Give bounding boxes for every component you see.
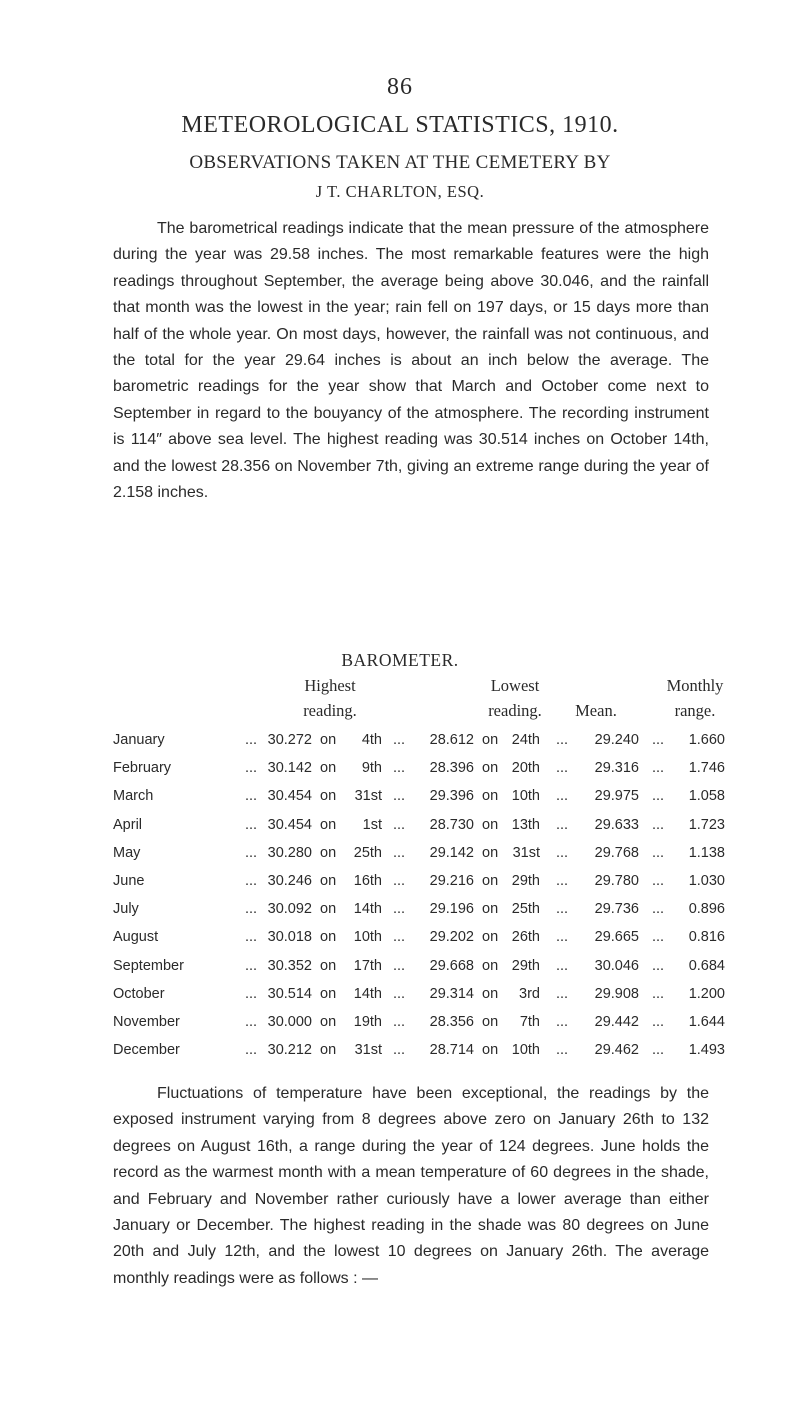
dot-leader: ...	[652, 788, 665, 805]
cell-low-day: 31st	[512, 844, 540, 861]
dot-leader: ...	[245, 844, 258, 861]
cell-mean: 30.046	[594, 957, 639, 974]
cell-low-day: 25th	[511, 901, 540, 918]
dot-leader: ...	[556, 788, 569, 805]
on-word: on	[482, 816, 499, 833]
cell-range: 1.660	[688, 732, 725, 748]
cell-low: 29.314	[429, 985, 474, 1002]
on-word: on	[320, 957, 337, 974]
dot-leader: ...	[393, 788, 406, 805]
dot-leader: ...	[556, 1042, 569, 1059]
dot-leader: ...	[393, 1013, 406, 1030]
cell-low: 28.356	[429, 1013, 474, 1030]
on-word: on	[482, 788, 499, 805]
cell-range: 1.723	[688, 816, 725, 833]
dot-leader: ...	[652, 872, 665, 889]
cell-high: 30.142	[267, 760, 312, 777]
cell-high: 30.000	[267, 1013, 312, 1030]
cell-mean: 29.665	[594, 929, 639, 946]
dot-leader: ...	[393, 816, 406, 833]
dot-leader: ...	[652, 901, 665, 918]
cell-high: 30.212	[267, 1042, 312, 1059]
on-word: on	[482, 732, 499, 748]
cell-high: 30.272	[267, 732, 312, 748]
cell-low: 28.396	[429, 760, 474, 777]
author-line: J T. CHARLTON, ESQ.	[315, 182, 485, 201]
page-title: METEOROLOGICAL STATISTICS, 1910.	[181, 112, 619, 138]
on-word: on	[320, 1013, 337, 1030]
table-row	[0, 1042, 800, 1070]
cell-range: 0.816	[688, 929, 725, 946]
cell-mean: 29.736	[594, 901, 639, 918]
cell-high-day: 17th	[353, 957, 382, 974]
header-monthly: Monthly	[666, 676, 724, 695]
cell-month: December	[113, 1042, 180, 1059]
cell-high-day: 10th	[353, 929, 382, 946]
on-word: on	[320, 1042, 337, 1059]
cell-low-day: 29th	[511, 872, 540, 889]
dot-leader: ...	[393, 901, 406, 918]
page-number: 86	[387, 74, 413, 100]
table-row	[0, 901, 800, 929]
barometer-paragraph: The barometrical readings indicate that the mean pressure of the atmosphere during the year was 29.58 inches. The most remarkable features were the high readings throughout September, the average being above 30.046, and the rainfall that month was the lowest in the year; rain fell on 197 days, or 15 days more than half of the whole year. On most days, however, the rainfall was not continuous, and the total for the year 29.64 inches is about an inch below the average. The barometric readings for the year show that March and October come next to September in regard to the bouyancy of the atmosphere. The recording instrument is 114″ above sea level. The highest reading was 30.514 inches on October 14th, and the lowest 28.356 on November 7th, giving an extreme range during the year of 2.158 inches.	[113, 220, 709, 502]
cell-high: 30.514	[267, 985, 312, 1002]
table-row	[0, 817, 800, 845]
cell-mean: 29.975	[594, 788, 639, 805]
cell-high-day: 16th	[353, 872, 382, 889]
cell-low-day: 24th	[511, 732, 540, 748]
on-word: on	[320, 985, 337, 1002]
dot-leader: ...	[556, 957, 569, 974]
cell-high-day: 9th	[361, 760, 382, 777]
dot-leader: ...	[556, 985, 569, 1002]
dot-leader: ...	[393, 760, 406, 777]
dot-leader: ...	[556, 760, 569, 777]
dot-leader: ...	[245, 788, 258, 805]
dot-leader: ...	[245, 985, 258, 1002]
dot-leader: ...	[245, 1013, 258, 1030]
cell-month: July	[113, 901, 139, 918]
dot-leader: ...	[652, 732, 665, 748]
dot-leader: ...	[245, 901, 258, 918]
dot-leader: ...	[556, 732, 569, 748]
cell-month: October	[113, 985, 165, 1002]
dot-leader: ...	[652, 929, 665, 946]
cell-range: 1.493	[688, 1042, 725, 1059]
cell-month: June	[113, 872, 145, 889]
cell-low-day: 29th	[511, 957, 540, 974]
table-row	[0, 929, 800, 957]
on-word: on	[482, 957, 499, 974]
cell-low-day: 26th	[511, 929, 540, 946]
cell-mean: 29.462	[594, 1042, 639, 1059]
header-mean: Mean.	[575, 701, 617, 720]
table-row	[0, 873, 800, 901]
cell-range: 0.684	[688, 957, 725, 974]
cell-low: 29.142	[429, 844, 474, 861]
cell-low-day: 13th	[511, 816, 540, 833]
cell-mean: 29.780	[594, 872, 639, 889]
cell-mean: 29.908	[594, 985, 639, 1002]
cell-low: 29.396	[429, 788, 474, 805]
table-row	[0, 760, 800, 788]
cell-range: 1.200	[688, 985, 725, 1002]
cell-mean: 29.768	[594, 844, 639, 861]
on-word: on	[320, 929, 337, 946]
dot-leader: ...	[393, 985, 406, 1002]
cell-month: March	[113, 788, 154, 805]
temperature-paragraph: Fluctuations of temperature have been exceptional, the readings by the exposed instrument varying from 8 degrees above zero on January 26th to 132 degrees on August 16th, a range during the year of 124 degrees. June holds the record as the warmest month with a mean temperature of 60 degrees in the shade, and February and November rather curiously have a lower average than either January or December. The highest reading in the shade was 80 degrees on June 20th and July 12th, and the lowest 10 degrees on January 26th. The average monthly readings were as follows : —	[113, 1085, 709, 1287]
cell-high: 30.018	[267, 929, 312, 946]
cell-high-day: 14th	[353, 985, 382, 1002]
on-word: on	[482, 760, 499, 777]
cell-low-day: 10th	[511, 1042, 540, 1059]
barometer-table-body	[0, 732, 800, 1070]
on-word: on	[320, 816, 337, 833]
cell-high-day: 4th	[361, 732, 382, 748]
cell-high-day: 19th	[353, 1013, 382, 1030]
cell-low-day: 10th	[511, 788, 540, 805]
cell-month: November	[113, 1013, 180, 1030]
on-word: on	[482, 901, 499, 918]
table-row	[0, 958, 800, 986]
table-row	[0, 986, 800, 1014]
header-highest: Highest	[304, 676, 356, 695]
table-row	[0, 1014, 800, 1042]
barometer-table-title: BAROMETER.	[341, 650, 459, 670]
dot-leader: ...	[245, 732, 258, 748]
cell-high-day: 14th	[353, 901, 382, 918]
cell-low: 29.202	[429, 929, 474, 946]
cell-range: 1.644	[688, 1013, 725, 1030]
dot-leader: ...	[652, 1042, 665, 1059]
cell-mean: 29.442	[594, 1013, 639, 1030]
cell-mean: 29.240	[594, 732, 639, 748]
table-row	[0, 845, 800, 873]
cell-high: 30.454	[267, 788, 312, 805]
dot-leader: ...	[556, 929, 569, 946]
dot-leader: ...	[652, 760, 665, 777]
dot-leader: ...	[652, 844, 665, 861]
on-word: on	[482, 844, 499, 861]
dot-leader: ...	[393, 1042, 406, 1059]
cell-high-day: 31st	[354, 1042, 382, 1059]
on-word: on	[320, 901, 337, 918]
cell-month: May	[113, 844, 141, 861]
dot-leader: ...	[245, 929, 258, 946]
dot-leader: ...	[652, 816, 665, 833]
cell-high-day: 31st	[354, 788, 382, 805]
dot-leader: ...	[393, 957, 406, 974]
cell-low: 28.714	[429, 1042, 474, 1059]
cell-low: 28.730	[429, 816, 474, 833]
dot-leader: ...	[393, 732, 406, 748]
dot-leader: ...	[393, 844, 406, 861]
dot-leader: ...	[556, 1013, 569, 1030]
dot-leader: ...	[556, 872, 569, 889]
cell-low-day: 3rd	[519, 985, 540, 1002]
cell-high-day: 25th	[353, 844, 382, 861]
header-highest-reading: reading.	[303, 701, 357, 720]
dot-leader: ...	[245, 1042, 258, 1059]
dot-leader: ...	[245, 760, 258, 777]
cell-low: 29.196	[429, 901, 474, 918]
dot-leader: ...	[393, 929, 406, 946]
on-word: on	[482, 1013, 499, 1030]
cell-range: 1.746	[688, 760, 725, 777]
dot-leader: ...	[652, 1013, 665, 1030]
cell-high: 30.092	[267, 901, 312, 918]
on-word: on	[320, 788, 337, 805]
dot-leader: ...	[652, 985, 665, 1002]
cell-range: 1.030	[688, 872, 725, 889]
on-word: on	[482, 872, 499, 889]
cell-low-day: 20th	[511, 760, 540, 777]
dot-leader: ...	[245, 957, 258, 974]
dot-leader: ...	[652, 957, 665, 974]
cell-month: February	[113, 760, 172, 777]
cell-mean: 29.316	[594, 760, 639, 777]
on-word: on	[320, 760, 337, 777]
cell-month: April	[113, 816, 143, 833]
cell-range: 1.138	[688, 844, 725, 861]
dot-leader: ...	[245, 872, 258, 889]
cell-high: 30.246	[267, 872, 312, 889]
cell-low-day: 7th	[519, 1013, 540, 1030]
dot-leader: ...	[556, 816, 569, 833]
cell-range: 1.058	[688, 788, 725, 805]
cell-high: 30.454	[267, 816, 312, 833]
header-range: range.	[674, 701, 716, 720]
dot-leader: ...	[393, 872, 406, 889]
cell-high: 30.352	[267, 957, 312, 974]
on-word: on	[320, 844, 337, 861]
on-word: on	[320, 872, 337, 889]
cell-low: 29.216	[429, 872, 474, 889]
cell-low: 28.612	[429, 732, 474, 748]
cell-range: 0.896	[688, 901, 725, 918]
on-word: on	[320, 732, 337, 748]
dot-leader: ...	[556, 844, 569, 861]
cell-high-day: 1st	[362, 816, 382, 833]
cell-month: August	[113, 929, 159, 946]
dot-leader: ...	[556, 901, 569, 918]
table-row	[0, 788, 800, 816]
page-subtitle: OBSERVATIONS TAKEN AT THE CEMETERY BY	[189, 152, 611, 173]
cell-month: September	[113, 957, 184, 974]
header-lowest-reading: reading.	[488, 701, 542, 720]
dot-leader: ...	[245, 816, 258, 833]
cell-high: 30.280	[267, 844, 312, 861]
on-word: on	[482, 985, 499, 1002]
table-row	[0, 732, 800, 760]
cell-month: January	[113, 732, 165, 748]
cell-low: 29.668	[429, 957, 474, 974]
on-word: on	[482, 929, 499, 946]
on-word: on	[482, 1042, 499, 1059]
cell-mean: 29.633	[594, 816, 639, 833]
header-lowest: Lowest	[490, 676, 540, 695]
